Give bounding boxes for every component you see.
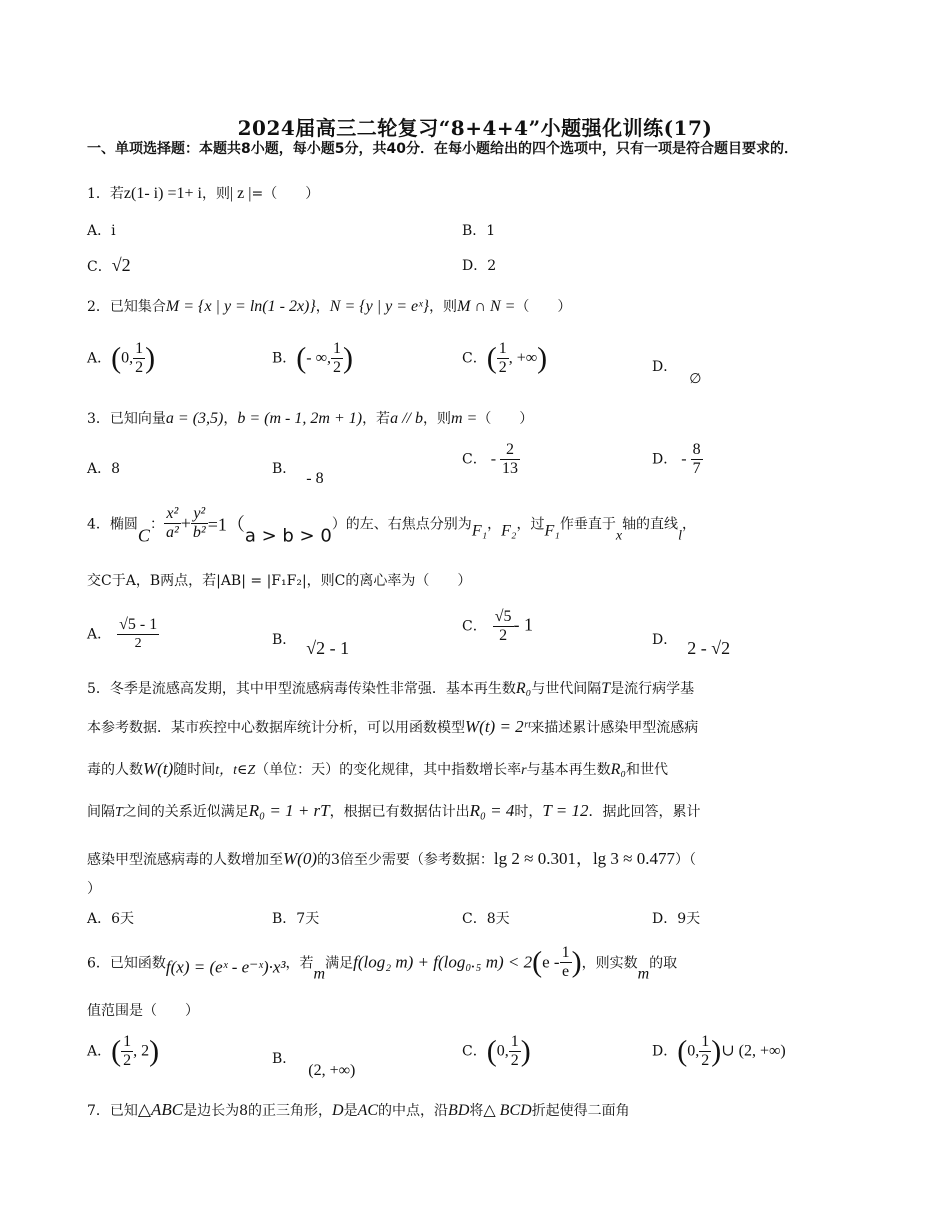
question-5-line-2: 本参考数据．某市疾控中心数据库统计分析，可以用函数模型W(t) = 2ʳᵗ来描述累计感染甲型流感病 [87, 717, 699, 736]
q1-expr: z(1- i) =1+ i [123, 185, 202, 202]
question-4: 4．椭圆C： $\frac{\text{x²}}{\text{a²}}$ + $\frac{\text{y²}}{\text{b²}}$ =1（a > b > 0）的左、右焦点分别为F₁，F₂，过F₁作垂直于x轴的直线l， [87, 505, 696, 547]
question-5-line-5: 感染甲型流感病毒的人数增加至W(0)的3倍至少需要（参考数据：lg 2 ≈ 0.301，lg 3 ≈ 0.477）（ [87, 849, 697, 868]
question-2: 2．已知集合M = {x | y = ln(1 - 2x)}，N = {y | y = eˣ}，则M ∩ N =（ ） [87, 298, 572, 315]
question-1: 1．若z(1- i) =1+ i，则| z |=（ ） [87, 185, 320, 202]
q2-option-b[interactable]: B．(- ∞, $\frac{1}{2}$ ) [272, 340, 354, 376]
q2-option-a[interactable]: A．(0, $\frac{1}{2}$ ) [87, 340, 156, 376]
q4-option-a[interactable]: A． $\frac{√5 - 1}{2}$ [87, 616, 158, 651]
q6-option-c[interactable]: C．(0, $\frac{1}{2}$ ) [462, 1033, 531, 1069]
question-5-line-4: 间隔T之间的关系近似满足R₀ = 1 + rT，根据已有数据估计出R₀ = 4时，T = 12．据此回答，累计 [87, 801, 701, 820]
q3-option-c[interactable]: C． - $\frac{2}{13}$ [462, 441, 519, 477]
question-6: 6．已知函数f(x) = (eˣ - e⁻ˣ)·x³，若m满足f(log₂ m) + f(log₀.₅ m) < 2(e - $\frac{1}{e}$ )，则实数m的取 [87, 944, 678, 983]
q1-option-a[interactable]: A．i [87, 223, 116, 239]
question-3: 3．已知向量a = (3,5)，b = (m - 1, 2m + 1)，若a // b，则m =（ ） [87, 410, 534, 427]
question-5-line-6: ） [87, 881, 101, 897]
q5-option-b[interactable]: B．7天 [272, 911, 320, 927]
question-5-line-1: 5．冬季是流感高发期，其中甲型流感病毒传染性非常强．基本再生数R₀与世代间隔T是流行病学基 [87, 680, 695, 697]
q3-option-d[interactable]: D． - $\frac{8}{7}$ [652, 441, 701, 477]
q6-option-d[interactable]: D．(0, $\frac{1}{2}$ )∪ (2, +∞) [652, 1033, 786, 1069]
q4-option-c[interactable]: C． $\frac{√5}{2}$ - 1 [462, 608, 533, 644]
q4-option-b[interactable]: B． √2 - 1 [272, 632, 350, 658]
section-header: 一、单项选择题：本题共8小题，每小题5分，共40分．在每小题给出的四个选项中，只有一项是符合题目要求的． [87, 141, 798, 157]
q2-option-d[interactable]: D．∅ [652, 359, 702, 387]
question-6-line-2: 值范围是（ ） [87, 1003, 199, 1019]
q5-option-d[interactable]: D．9天 [652, 911, 701, 927]
page-title: 2024届高三二轮复习“8+4+4”小题强化训练(17) [237, 116, 713, 140]
q5-option-a[interactable]: A．6天 [87, 911, 135, 927]
question-4-line-2: 交C于A，B两点，若|AB| = |F₁F₂|，则C的离心率为（ ） [87, 573, 472, 589]
q5-option-c[interactable]: C．8天 [462, 911, 510, 927]
q6-option-b[interactable]: B．(2, +∞) [272, 1051, 356, 1079]
q1-option-c[interactable]: C．√2 [87, 255, 131, 275]
question-7: 7．已知△ABC是边长为8的正三角形，D是AC的中点，沿BD将△ BCD折起使得二面角 [87, 1100, 630, 1119]
q4-option-d[interactable]: D． 2 - √2 [652, 632, 731, 658]
q2-option-c[interactable]: C．( $\frac{1}{2}$ , +∞) [462, 340, 548, 376]
q3-option-b[interactable]: B．- 8 [272, 461, 324, 487]
q1-option-d[interactable]: D．2 [462, 258, 497, 274]
q6-option-a[interactable]: A．( $\frac{1}{2}$ , 2) [87, 1033, 160, 1069]
q3-option-a[interactable]: A．8 [87, 461, 121, 477]
question-5-line-3: 毒的人数W(t)随时间t，t∈Z（单位：天）的变化规律，其中指数增长率r与基本再生数R₀和世代 [87, 759, 668, 778]
q1-option-b[interactable]: B．1 [462, 223, 496, 239]
